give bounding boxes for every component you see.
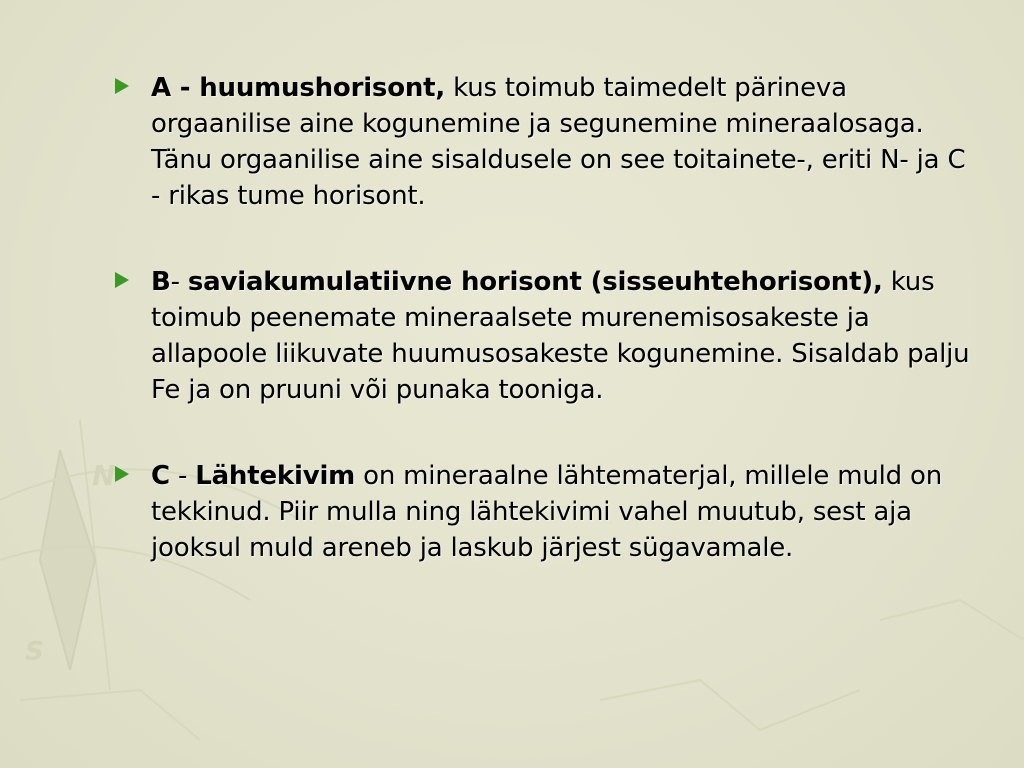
- bullet-text: [151, 70, 975, 214]
- bullet-body: on mineraalne lähtematerjal, millele muld on tekkinud. Piir mulla ning lähtekivimi vahel muutub, sest aja jooksul muld areneb ja laskub järjest sügavamale.: [151, 461, 943, 563]
- bullet-body: kus toimub taimedelt pärineva orgaanilise aine kogunemine ja segunemine mineraalosaga. Tänu orgaanilise aine sisaldusele on see toitainete-, eriti N- ja C - rikas tume horisont.: [151, 73, 966, 211]
- triangle-bullet-icon: [115, 272, 129, 288]
- bullet-letter: C: [151, 461, 170, 491]
- bullet-text: [151, 264, 975, 408]
- triangle-bullet-icon: [115, 466, 129, 482]
- bullet-text: [151, 458, 975, 566]
- bullet-c-horizon: [115, 458, 975, 566]
- svg-text:S: S: [25, 637, 44, 667]
- bullet-heading: A - huumushorisont,: [151, 73, 446, 103]
- bullet-a-horizon: [115, 70, 975, 214]
- bullet-list: [115, 70, 975, 616]
- bullet-heading: saviakumulatiivne horisont (sisseuhtehorisont),: [187, 267, 883, 297]
- bullet-b-horizon: [115, 264, 975, 408]
- bullet-separator: -: [169, 461, 196, 491]
- bullet-separator: -: [170, 267, 188, 297]
- triangle-bullet-icon: [115, 78, 129, 94]
- bullet-body: kus toimub peenemate mineraalsete murenemisosakeste ja allapoole liikuvate huumusosakeste kogunemine. Sisaldab palju Fe ja on pruuni või punaka tooniga.: [151, 267, 970, 405]
- svg-text:N: N: [92, 459, 116, 492]
- bullet-letter: B: [151, 267, 171, 297]
- bullet-heading: Lähtekivim: [195, 461, 356, 491]
